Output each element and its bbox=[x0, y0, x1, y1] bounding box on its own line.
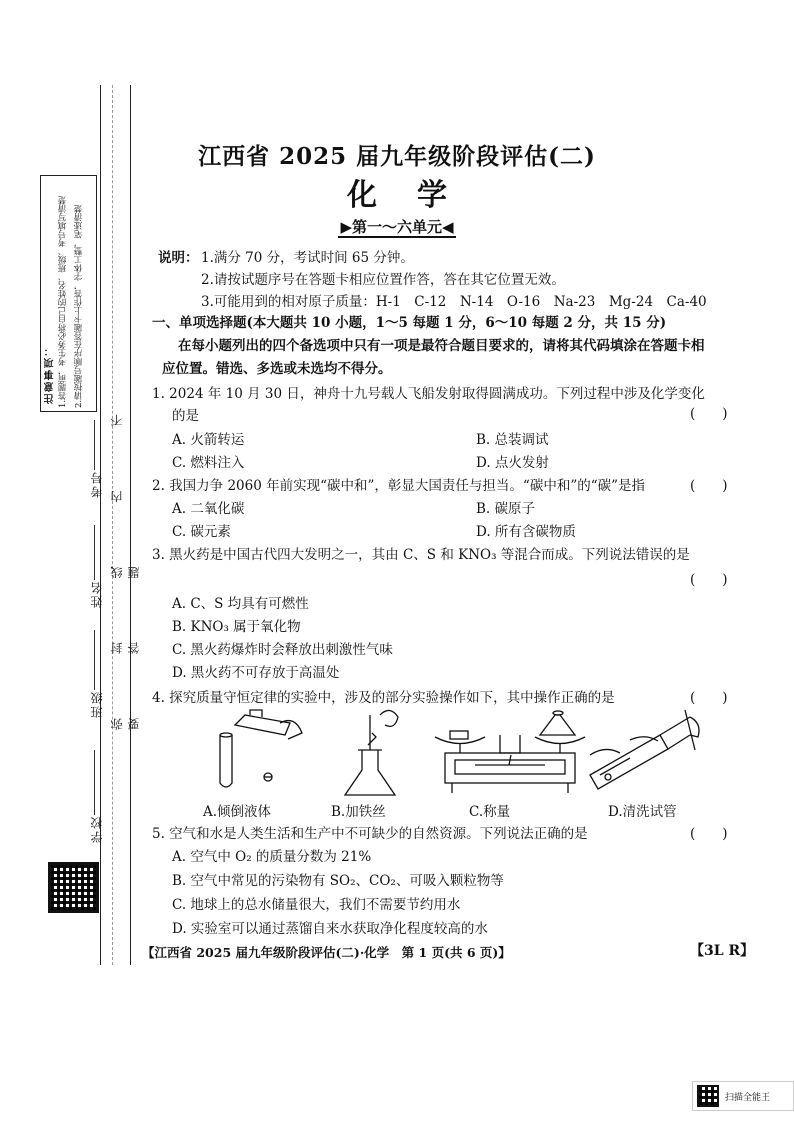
notice-title: 注意事项： bbox=[45, 344, 56, 404]
page-footer: 【江西省 2025 届九年级阶段评估(二)·化学 第 1 页(共 6 页)】 bbox=[142, 945, 511, 960]
q4-answer-bracket: ( ) bbox=[690, 690, 728, 706]
q3-option-c: C. 黑火药爆炸时会释放出刺激性气味 bbox=[172, 642, 393, 658]
q2-option-b: B. 碳原子 bbox=[476, 501, 536, 517]
scanner-watermark bbox=[692, 1081, 794, 1111]
watermark-label: 扫描全能王 bbox=[725, 1092, 771, 1103]
q5-answer-bracket: ( ) bbox=[690, 826, 728, 842]
q5-option-a: A. 空气中 O₂ 的质量分数为 21% bbox=[172, 849, 372, 865]
q3-option-b: B. KNO₃ 属于氧化物 bbox=[172, 619, 301, 635]
name-line bbox=[94, 525, 95, 580]
school-label: 学校 bbox=[90, 815, 104, 843]
exam-no-line bbox=[94, 420, 95, 470]
notice-line2: 2.请按题号顺序在答题卡上作答，字体工整，笔迹清楚 bbox=[74, 204, 84, 408]
watermark-qr-icon bbox=[697, 1085, 719, 1107]
notice-line1: 1.答题前，考生务必将自己的姓名、班级、考号填写清楚 bbox=[58, 195, 68, 408]
q4-caption-a: A.倾倒液体 bbox=[203, 804, 272, 820]
q2-stem: 2. 我国力争 2060 年前实现“碳中和”，彰显大国责任与担当。“碳中和”的“碳”是指 bbox=[152, 478, 646, 494]
cleaning-test-tube-figure bbox=[590, 710, 699, 789]
pouring-liquid-figure bbox=[220, 710, 302, 787]
section-desc-1: 在每小题列出的四个备选项中只有一项是最符合题目要求的，请将其代码填涂在答题卡相 bbox=[178, 338, 705, 354]
unit-range bbox=[0, 216, 794, 237]
q1-option-b: B. 总装调试 bbox=[476, 432, 549, 448]
class-label: 班级 bbox=[90, 690, 104, 718]
seal-text: 弥 封 线 内 不 要 答 题 bbox=[110, 384, 141, 730]
q1-option-d: D. 点火发射 bbox=[476, 455, 549, 471]
q1-stem-line2: 的是 bbox=[172, 408, 199, 424]
class-line bbox=[94, 630, 95, 690]
page-title: 江西省 2025 届九年级阶段评估(二) bbox=[198, 143, 596, 170]
q3-answer-bracket: ( ) bbox=[690, 572, 728, 588]
q2-option-c: C. 碳元素 bbox=[172, 524, 231, 540]
section-desc-2: 应位置。错选、多选或未选均不得分。 bbox=[162, 361, 392, 377]
paper-code: 【3L R】 bbox=[690, 943, 755, 959]
balance-scale-figure bbox=[435, 711, 585, 793]
q5-option-d: D. 实验室可以通过蒸馏自来水获取净化程度较高的水 bbox=[172, 921, 488, 937]
q4-caption-c: C.称量 bbox=[469, 804, 511, 820]
q3-option-a: A. C、S 均具有可燃性 bbox=[172, 596, 309, 612]
q2-answer-bracket: ( ) bbox=[690, 478, 728, 494]
q5-option-c: C. 地球上的总水储量很大，我们不需要节约用水 bbox=[172, 897, 461, 913]
q5-stem: 5. 空气和水是人类生活和生产中不可缺少的自然资源。下列说法正确的是 bbox=[152, 826, 588, 842]
q4-illustrations bbox=[190, 705, 710, 800]
instruction-item-2: 2.请按试题序号在答题卡相应位置作答，答在其它位置无效。 bbox=[201, 272, 565, 288]
q4-caption-d: D.清洗试管 bbox=[608, 804, 677, 820]
q2-option-a: A. 二氧化碳 bbox=[172, 501, 245, 517]
q1-stem-line1: 1. 2024 年 10 月 30 日，神舟十九号载人飞船发射取得圆满成功。下列过程中涉及化学变化 bbox=[152, 386, 705, 402]
instruction-item-1: 1.满分 70 分，考试时间 65 分钟。 bbox=[201, 250, 414, 266]
unit-label: ▶第一～六单元◀ bbox=[340, 218, 454, 236]
instructions-label: 说明： bbox=[158, 250, 199, 266]
qr-code bbox=[48, 862, 99, 913]
q3-stem: 3. 黑火药是中国古代四大发明之一，其由 C、S 和 KNO₃ 等混合而成。下列说法错误的是 bbox=[152, 547, 690, 563]
q5-option-b: B. 空气中常见的污染物有 SO₂、CO₂、可吸入颗粒物等 bbox=[172, 873, 504, 889]
q1-answer-bracket: ( ) bbox=[690, 406, 728, 422]
instruction-item-3: 3.可能用到的相对原子质量：H-1 C-12 N-14 O-16 Na-23 Mg-24 Ca-40 bbox=[201, 294, 707, 310]
name-label: 姓名 bbox=[90, 580, 104, 608]
exam-no-label: 考号 bbox=[90, 470, 104, 498]
q4-stem: 4. 探究质量守恒定律的实验中，涉及的部分实验操作如下，其中操作正确的是 bbox=[152, 690, 615, 706]
q4-caption-b: B.加铁丝 bbox=[331, 804, 386, 820]
section-heading: 一、单项选择题(本大题共 10 小题，1～5 每题 1 分，6～10 每题 2 分，共 15 分) bbox=[152, 315, 667, 331]
q3-option-d: D. 黑火药不可存放于高温处 bbox=[172, 665, 340, 681]
adding-iron-wire-figure bbox=[345, 710, 398, 795]
q2-option-d: D. 所有含碳物质 bbox=[476, 524, 576, 540]
q1-option-c: C. 燃料注入 bbox=[172, 455, 245, 471]
subject-title: 化学 bbox=[347, 178, 487, 213]
q1-option-a: A. 火箭转运 bbox=[172, 432, 245, 448]
school-line bbox=[94, 750, 95, 815]
